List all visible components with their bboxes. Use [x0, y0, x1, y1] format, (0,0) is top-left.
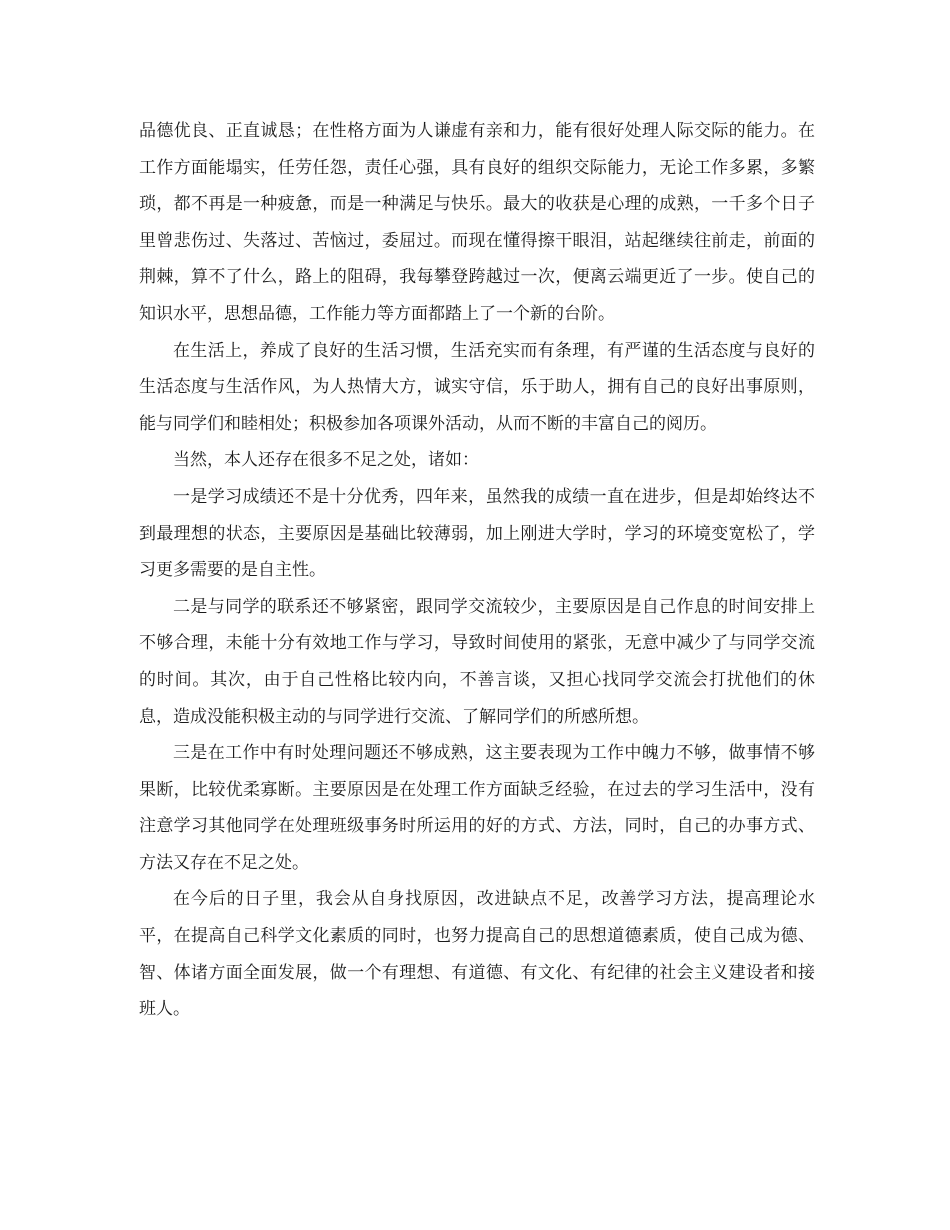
document-body [139, 113, 815, 1028]
paragraph-shortcoming-work: 三是在工作中有时处理问题还不够成熟，这主要表现为工作中魄力不够，做事情不够果断，比较优柔寡断。主要原因是在处理工作方面缺乏经验，在过去的学习生活中，没有注意学习其他同学在处理班级事务时所运用的好的方式、方法，同时，自己的办事方式、方法又存在不足之处。 [139, 743, 815, 873]
paragraph-shortcomings-intro: 当然，本人还存在很多不足之处，诸如： [173, 450, 479, 471]
paragraph-future-plan: 在今后的日子里，我会从自身找原因，改进缺点不足，改善学习方法，提高理论水平，在提高自己科学文化素质的同时，也努力提高自己的思想道德素质，使自己成为德、智、体诸方面全面发展，做一个有理想、有道德、有文化、有纪律的社会主义建设者和接班人。 [139, 889, 815, 1020]
paragraph-continuation: 品德优良、正直诚恳；在性格方面为人谦虚有亲和力，能有很好处理人际交际的能力。在工作方面能塌实，任劳任怨，责任心强，具有良好的组织交际能力，无论工作多累，多繁琐，都不再是一种疲惫，而是一种满足与快乐。最大的收获是心理的成熟，一千多个日子里曾悲伤过、失落过、苦恼过，委屈过。而现在懂得擦干眼泪，站起继续往前走，前面的荆棘，算不了什么，路上的阻碍，我每攀登跨越过一次，便离云端更近了一步。使自己的知识水平，思想品德，工作能力等方面都踏上了一个新的台阶。 [139, 121, 815, 324]
paragraph-shortcoming-communication: 二是与同学的联系还不够紧密，跟同学交流较少，主要原因是自己作息的时间安排上不够合理，未能十分有效地工作与学习，导致时间使用的紧张，无意中减少了与同学交流的时间。其次，由于自己性格比较内向，不善言谈，又担心找同学交流会打扰他们的休息，造成没能积极主动的与同学进行交流、了解同学们的所感所想。 [139, 596, 815, 727]
paragraph-shortcoming-study: 一是学习成绩还不是十分优秀，四年来，虽然我的成绩一直在进步，但是却始终达不到最理想的状态，主要原因是基础比较薄弱，加上刚进大学时，学习的环境变宽松了，学习更多需要的是自主性。 [139, 486, 815, 581]
paragraph-life: 在生活上，养成了良好的生活习惯，生活充实而有条理，有严谨的生活态度与良好的生活态度与生活作风，为人热情大方，诚实守信，乐于助人，拥有自己的良好出事原则，能与同学们和睦相处；积极参加各项课外活动，从而不断的丰富自己的阅历。 [139, 340, 815, 434]
